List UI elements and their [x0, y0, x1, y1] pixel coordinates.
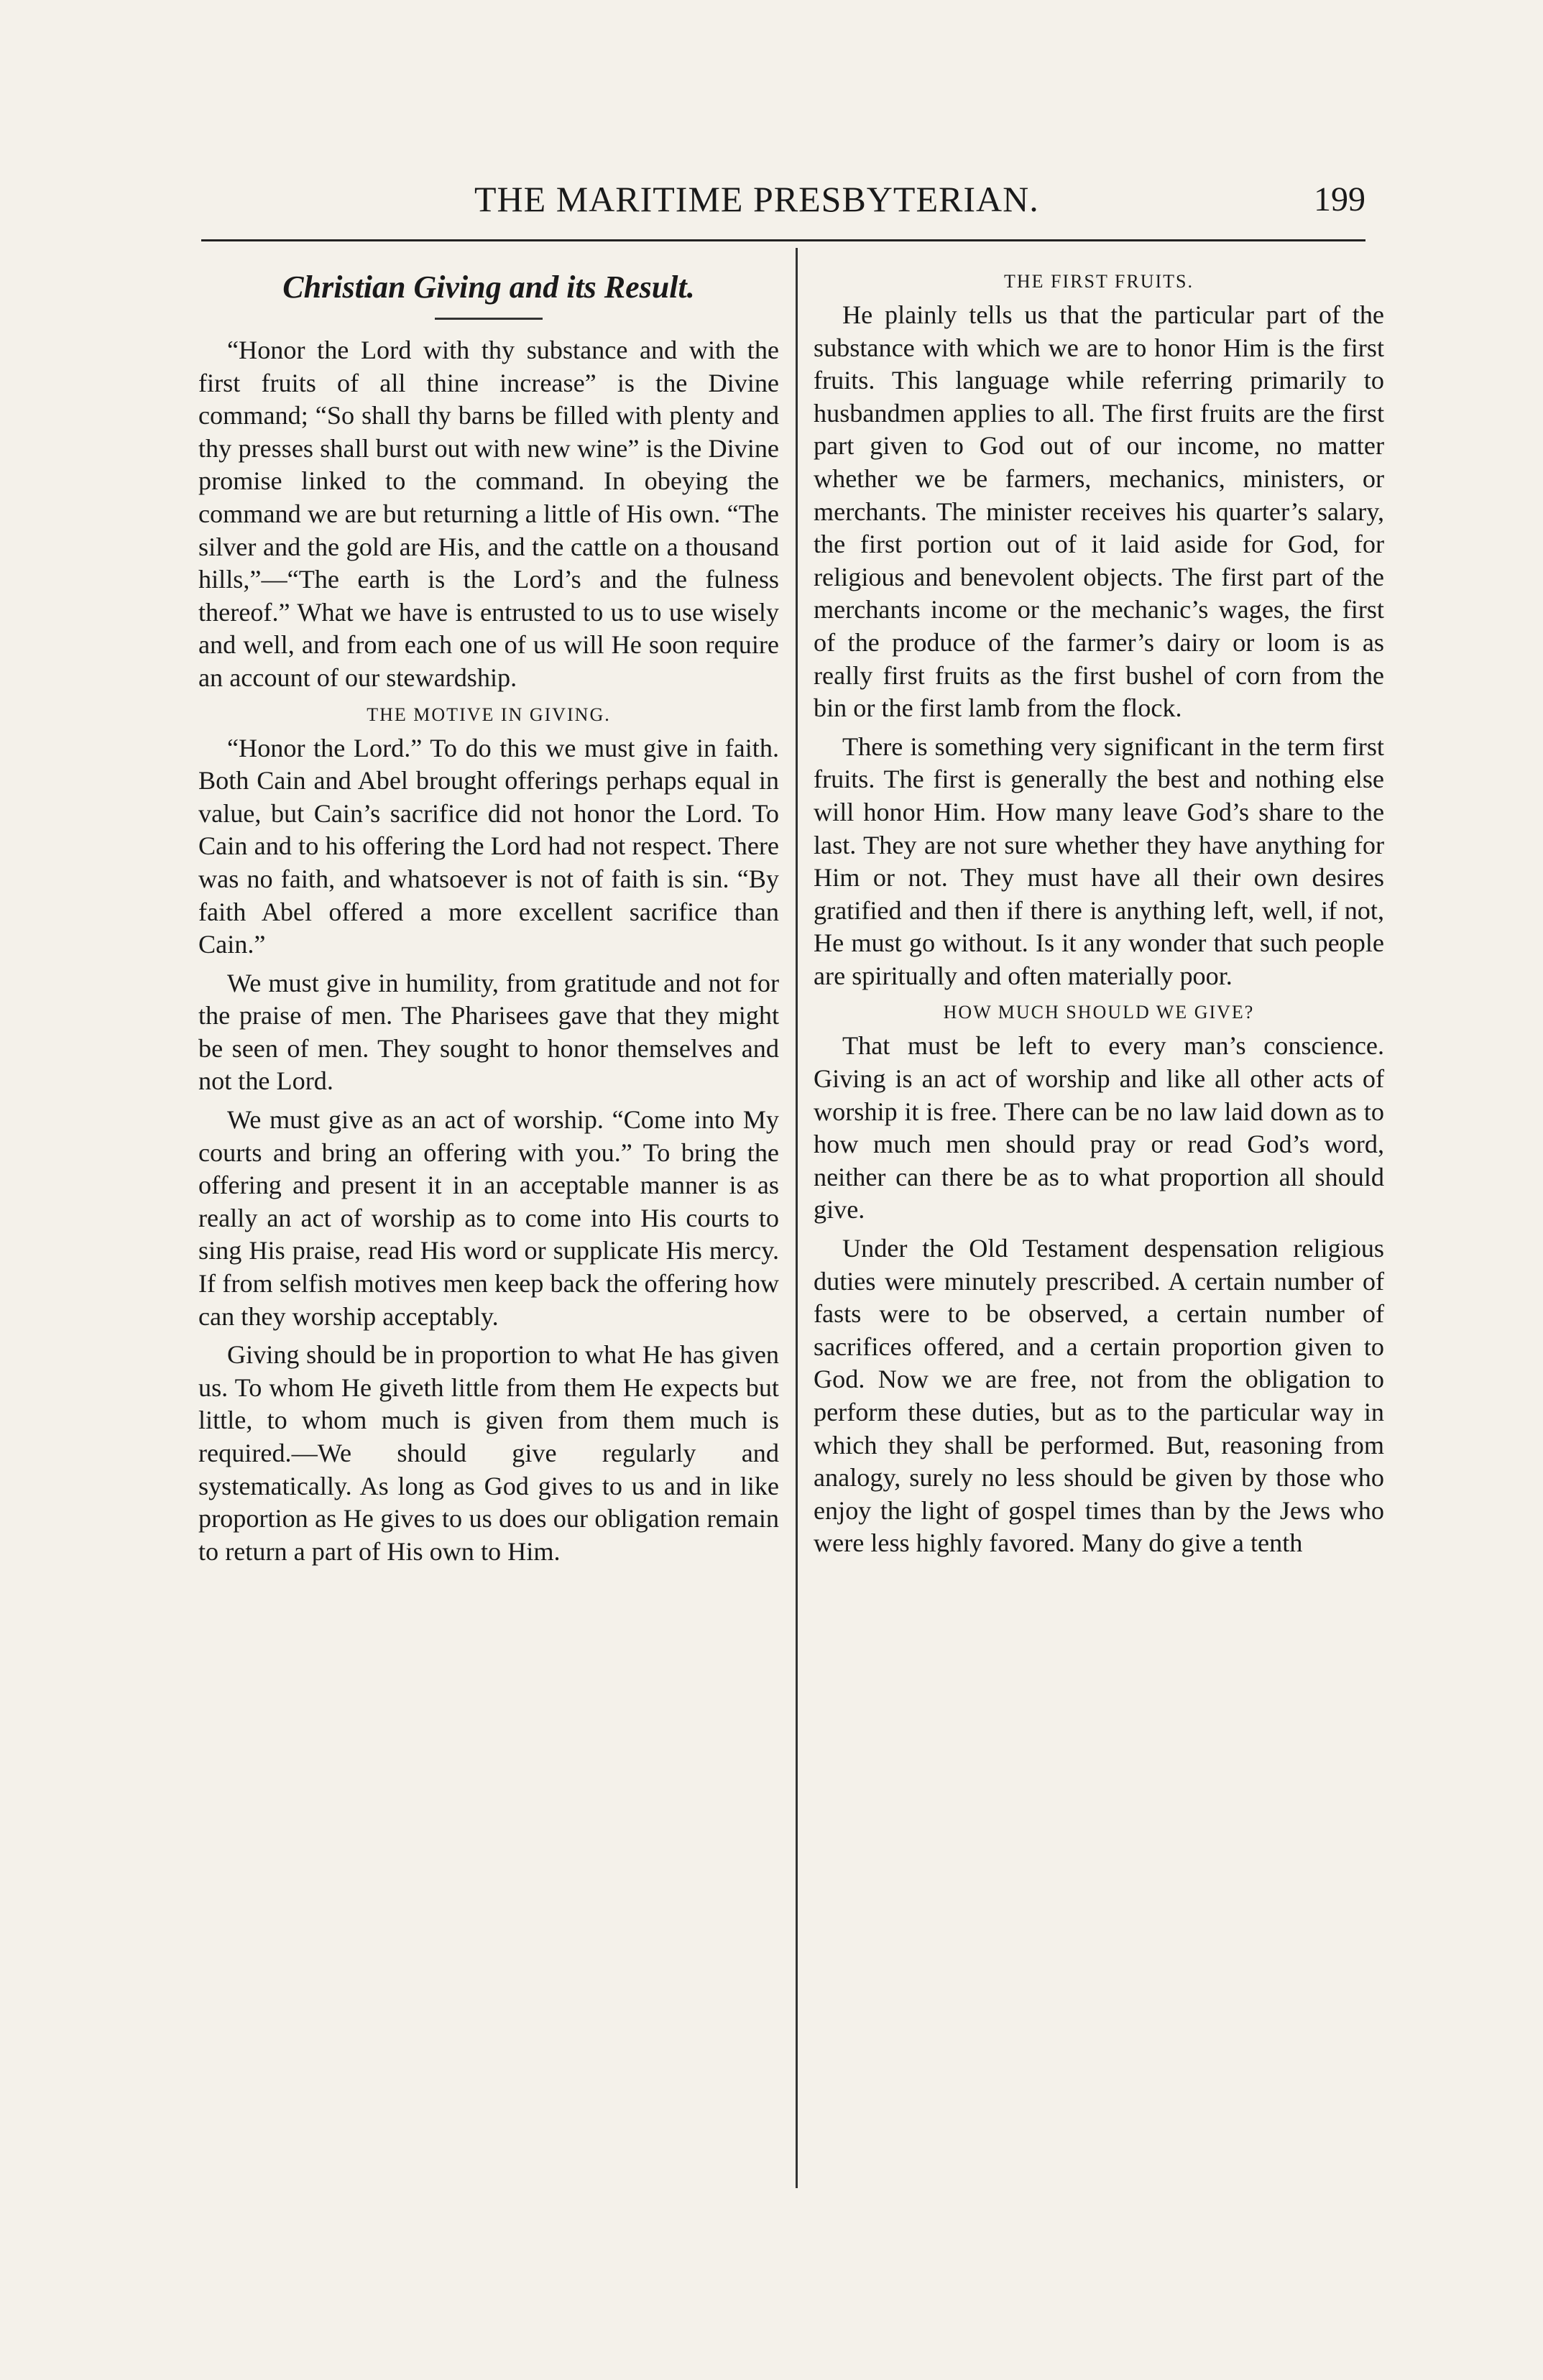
- publication-title: THE MARITIME PRESBYTERIAN.: [474, 179, 1039, 219]
- section-heading: THE FIRST FRUITS.: [1004, 271, 1194, 292]
- section-heading: HOW MUCH SHOULD WE GIVE?: [943, 1002, 1255, 1023]
- right-column: [814, 267, 1384, 1566]
- title-rule: [435, 318, 543, 320]
- left-column: [198, 267, 779, 1574]
- paragraph: That must be left to every man’s conscience. Giving is an act of worship and like all other acts of worship it is free. There can be no law laid down as to how much men should pray or read God’s word, neither can there be as to what proportion all should give.: [814, 1031, 1384, 1224]
- paragraph: There is something very significant in the term first fruits. The first is generally the best and nothing else will honor Him. How many leave God’s share to the last. They are not sure whether they have anything for Him or not. They must have all their own desires gratified and then if there is anything left, well, if not, He must go without. Is it any wonder that such people are spiritually and often materially poor.: [814, 732, 1384, 990]
- paragraph: He plainly tells us that the particular part of the substance with which we are to honor Him is the first fruits. This language while referring primarily to husbandmen applies to all. The first fruits are the first part given to God out of our income, no matter whether we be farmers, mechanics, ministers, or merchants. The minister receives his quarter’s salary, the first portion out of it laid aside for God, for religious and benevolent objects. The first part of the merchants income or the mechanic’s wages, the first of the produce of the farmer’s dairy or loom is as really first fruits as the first bushel of corn from the bin or the first lamb from the flock.: [814, 300, 1384, 723]
- paragraph: We must give as an act of worship. “Come into My courts and bring an offering with you.” To bring the offering and present it in an acceptable manner is as really an act of worship as to come into His courts to sing His praise, read His word or supplicate His mercy. If from selfish motives men keep back the offering how can they worship acceptably.: [198, 1105, 779, 1331]
- paragraph: Giving should be in proportion to what He has given us. To whom He giveth little from them He expects but little, to whom much is given from them much is required.—We should give regularly and systematically. As long as God gives to us and in like proportion as He gives to us does our obligation remain to return a part of His own to Him.: [198, 1340, 779, 1566]
- header-rule: [201, 239, 1365, 241]
- page-number: 199: [1314, 180, 1365, 218]
- paragraph: We must give in humility, from gratitude and not for the praise of men. The Pharisees gave that they might be seen of men. They sought to honor themselves and not the Lord.: [198, 968, 779, 1096]
- paragraph: “Honor the Lord.” To do this we must give in faith. Both Cain and Abel brought offerings perhaps equal in value, but Cain’s sacrifice did not honor the Lord. To Cain and to his offering the Lord had not respect. There was no faith, and whatsoever is not of faith is sin. “By faith Abel offered a more excellent sacrifice than Cain.”: [198, 733, 779, 959]
- column-divider: [796, 248, 798, 2188]
- section-heading: THE MOTIVE IN GIVING.: [367, 704, 611, 725]
- running-head: [201, 178, 1365, 236]
- paragraph: Under the Old Testament despensation religious duties were minutely prescribed. A certain number of fasts were to be observed, a certain number of sacrifices offered, and a certain proportion given to God. Now we are free, not from the obligation to perform these duties, but as to the particular way in which they shall be performed. But, reasoning from analogy, surely no less should be given by those who enjoy the light of gospel times than by the Jews who were less highly favored. Many do give a tenth: [814, 1234, 1384, 1558]
- paragraph: “Honor the Lord with thy substance and with the first fruits of all thine increase” is the Divine command; “So shall thy barns be filled with plenty and thy presses shall burst out with new wine” is the Divine promise linked to the command. In obeying the command we are but returning a little of His own. “The silver and the gold are His, and the cattle on a thousand hills,”—“The earth is the Lord’s and the fulness thereof.” What we have is entrusted to us to use wisely and well, and from each one of us will He soon require an account of our stewardship.: [198, 336, 779, 692]
- article-title: Christian Giving and its Result.: [282, 269, 695, 305]
